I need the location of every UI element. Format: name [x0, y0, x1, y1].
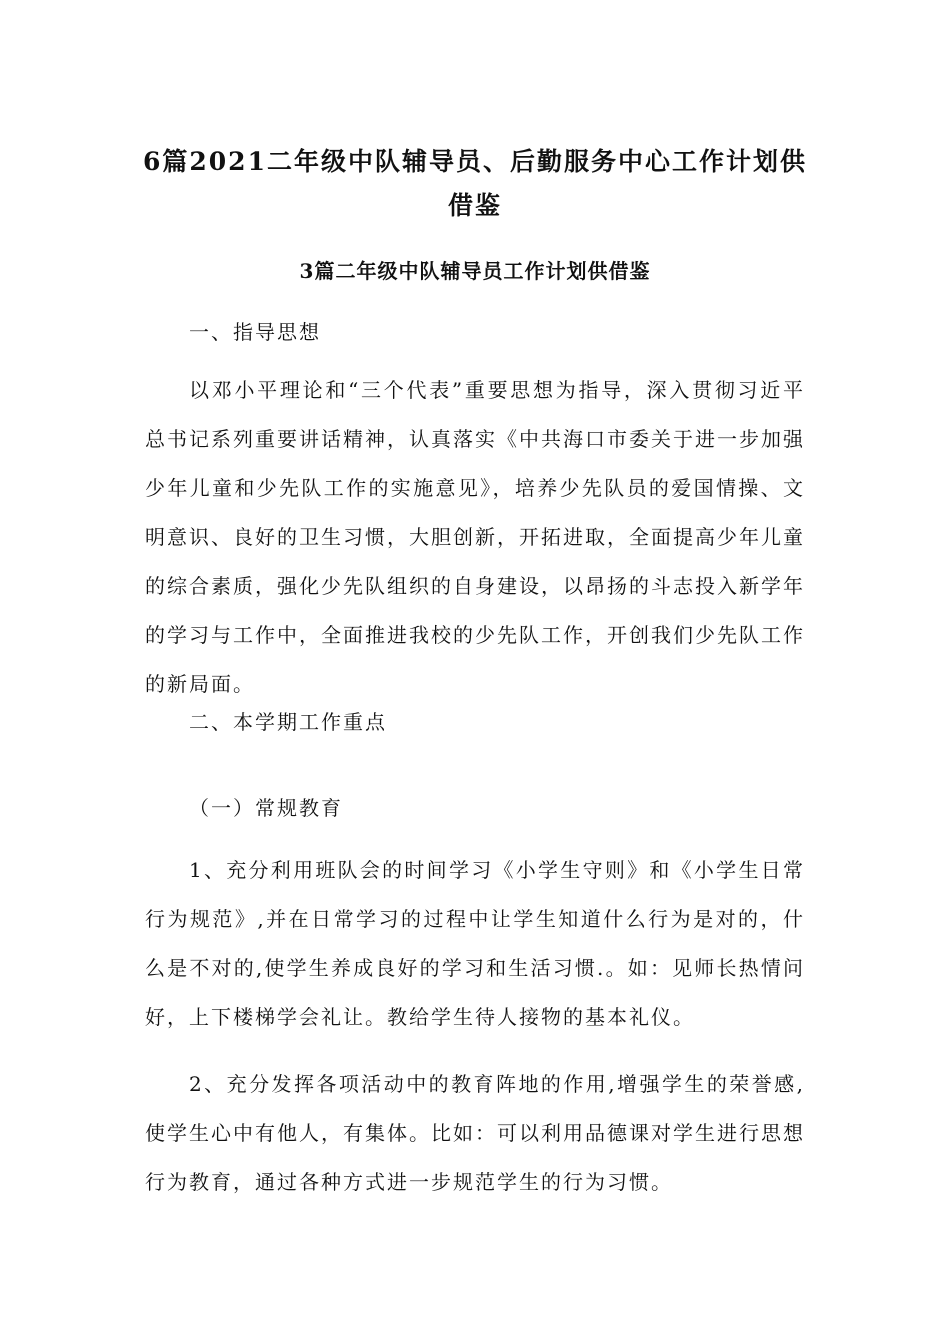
paragraph-item-1: 1、充分利用班队会的时间学习《小学生守则》和《小学生日常行为规范》,并在日常学习的过程中让学生知道什么行为是对的，什么是不对的,使学生养成良好的学习和生活习惯.。如：见师长热情问好，上下楼梯学会礼让。教给学生待人接物的基本礼仪。 — [145, 858, 805, 1029]
document-title: 6篇2021二年级中队辅导员、后勤服务中心工作计划供借鉴 — [143, 147, 807, 220]
section-heading-work-focus: 二、本学期工作重点 — [189, 710, 387, 734]
section-heading-guiding-thought: 一、指导思想 — [189, 320, 321, 344]
sub-heading-routine-education: （一）常规教育 — [189, 796, 343, 820]
document-subtitle: 3篇二年级中队辅导员工作计划供借鉴 — [299, 259, 651, 283]
paragraph-guiding-thought: 以邓小平理论和“三个代表”重要思想为指导，深入贯彻习近平总书记系列重要讲话精神，认真落实《中共海口市委关于进一步加强少年儿童和少先队工作的实施意见》，培养少先队员的爱国情操、文明意识、良好的卫生习惯，大胆创新，开拓进取，全面提高少年儿童的综合素质，强化少先队组织的自身建设，以昂扬的斗志投入新学年的学习与工作中，全面推进我校的少先队工作，开创我们少先队工作的新局面。 — [145, 378, 805, 696]
paragraph-item-2: 2、充分发挥各项活动中的教育阵地的作用,增强学生的荣誉感,使学生心中有他人，有集体。比如：可以利用品德课对学生进行思想行为教育，通过各种方式进一步规范学生的行为习惯。 — [145, 1072, 805, 1194]
